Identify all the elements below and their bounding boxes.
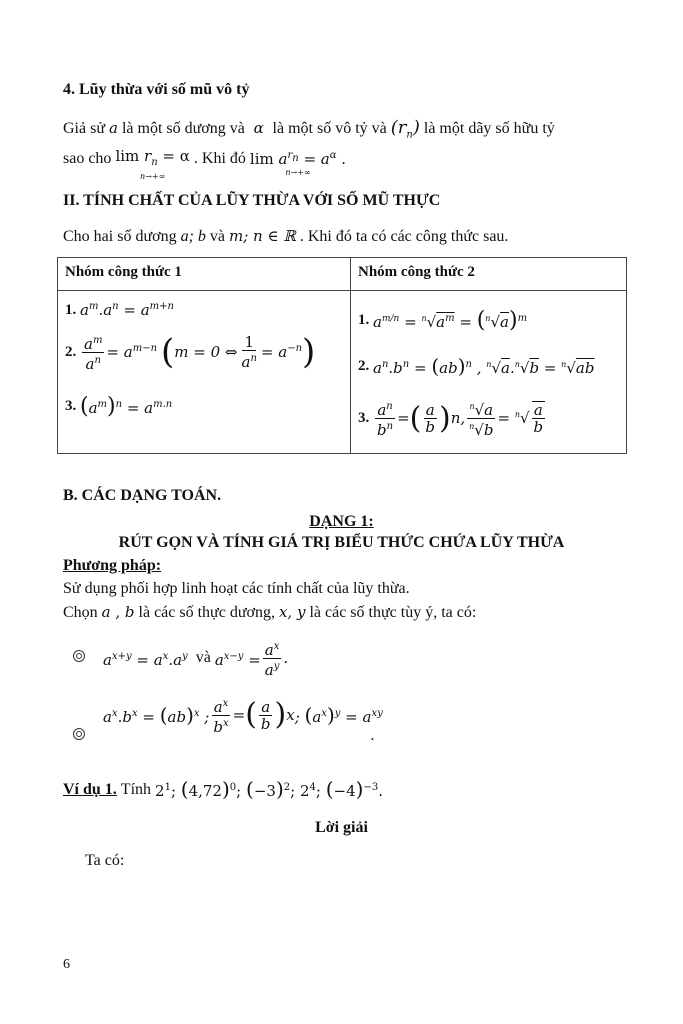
section-4-heading: 4. Lũy thừa với số mũ vô tỷ <box>63 81 250 98</box>
table-header-row <box>58 258 627 291</box>
period: . <box>370 726 375 744</box>
bullet-icon <box>73 649 85 667</box>
text-fragment: . Khi đó <box>193 150 246 167</box>
text-fragment: Cho hai số dương <box>63 228 177 245</box>
section-2-heading: II. TÍNH CHẤT CỦA LŨY THỪA VỚI SỐ MŨ THỰC <box>63 192 441 209</box>
ta-co: Ta có: <box>85 852 125 869</box>
method-label: Phương pháp: <box>63 557 162 574</box>
page-number: 6 <box>63 957 70 972</box>
section-b-heading: B. CÁC DẠNG TOÁN. <box>63 487 222 504</box>
formula-2-3: 3. $\frac{a^n}{b^n}$ = ( $\frac{a}{b}$ ) n , $\frac{^n√a}{^n√b}$ = $^n$√ $\frac{a}{b}$ <box>358 400 544 439</box>
table-body-row <box>58 291 627 454</box>
text-fragment: là một số vô tỷ và <box>272 120 387 137</box>
example-text: Tính <box>120 780 152 798</box>
math-a-b: a; b <box>180 228 206 245</box>
text-fragment: sao cho <box>63 150 112 167</box>
text-fragment: là các số thực dương, <box>138 604 275 621</box>
section-4-line-1 <box>63 118 555 146</box>
formula-group-2 <box>351 291 627 454</box>
section-4-line-2 <box>63 149 346 184</box>
example-1 <box>63 778 383 801</box>
math-mn-in-R: m; n ∈ ℝ <box>229 227 296 245</box>
bullet-icon <box>73 727 85 745</box>
text-fragment: là một dãy số hữu tỷ <box>423 120 555 137</box>
formula-group-1 <box>58 291 351 454</box>
math-a-b: a , b <box>101 603 135 621</box>
solution-heading: Lời giải <box>315 819 368 836</box>
formula-2-1: 1. $a^{m/n} = ^n√a^m = (^n√a)^m$ <box>358 307 528 333</box>
method-line-1: Sử dụng phối hợp linh hoạt các tính chất của lũy thừa. <box>63 580 410 597</box>
rule-line-1: $a^{x+y} = a^x.a^y$ và $a^{x-y}$ = $\frac{a^x}{a^y}$ . <box>103 640 289 679</box>
math-a: a <box>109 119 118 137</box>
dang-title: DẠNG 1: <box>309 513 374 530</box>
math-x-y: x, y <box>278 603 306 621</box>
text-fragment: là một số dương và <box>121 120 245 137</box>
text-fragment: Chọn <box>63 604 98 621</box>
text-fragment: là các số thực tùy ý, ta có: <box>309 604 477 621</box>
formula-1-1: 1. $a^m.a^n = a^{m+n}$ <box>65 301 174 319</box>
text-fragment: Giả sử <box>63 120 105 137</box>
formula-table <box>57 257 627 454</box>
example-label: Ví dụ 1. <box>63 780 117 798</box>
text-fragment: và <box>195 649 211 666</box>
formula-1-2: 2. $\frac{a^m}{a^n}$ = $a^{m-n}$ ( m = 0 ⇔ $\frac{1}{a^n}$ = $a^{-n}$ ) <box>65 332 316 373</box>
col1-header: Nhóm công thức 1 <box>58 258 351 291</box>
text-fragment: . Khi đó ta có các công thức sau. <box>299 228 509 245</box>
formula-2-2: 2. $a^n.b^n = (ab)^n$ , $^n$√a.$^n$√b = $^n$√ab <box>358 354 595 378</box>
math-alpha: α <box>248 119 269 137</box>
section-2-intro <box>63 226 508 247</box>
col2-header: Nhóm công thức 2 <box>351 258 627 291</box>
math-limit-1: $\lim r_n = \alpha$ n→+∞ <box>115 147 190 181</box>
text-fragment: và <box>209 228 226 245</box>
math-limit-2: $\lim a^{r_n} = a^\alpha$ . n→+∞ <box>249 150 347 177</box>
dang-subtitle: RÚT GỌN VÀ TÍNH GIÁ TRỊ BIỂU THỨC CHỨA LŨY THỪA <box>118 534 565 551</box>
example-expression: $2^1$; $(4,72)^0$; $(-3)^2$; $2^4$; $(-4)^{-3}$. <box>155 777 383 801</box>
method-line-2 <box>63 602 476 623</box>
formula-1-3: 3. $(a^m)^n = a^{m.n}$ <box>65 393 173 419</box>
math-rn: $(r_n)$ <box>390 117 420 141</box>
rule-line-2: $a^x.b^x = (ab)^x$ ; $\frac{a^x}{b^x}$ = ( $\frac{a}{b}$ ) x ; $(a^x)^y = a^{xy}$ <box>103 697 383 736</box>
